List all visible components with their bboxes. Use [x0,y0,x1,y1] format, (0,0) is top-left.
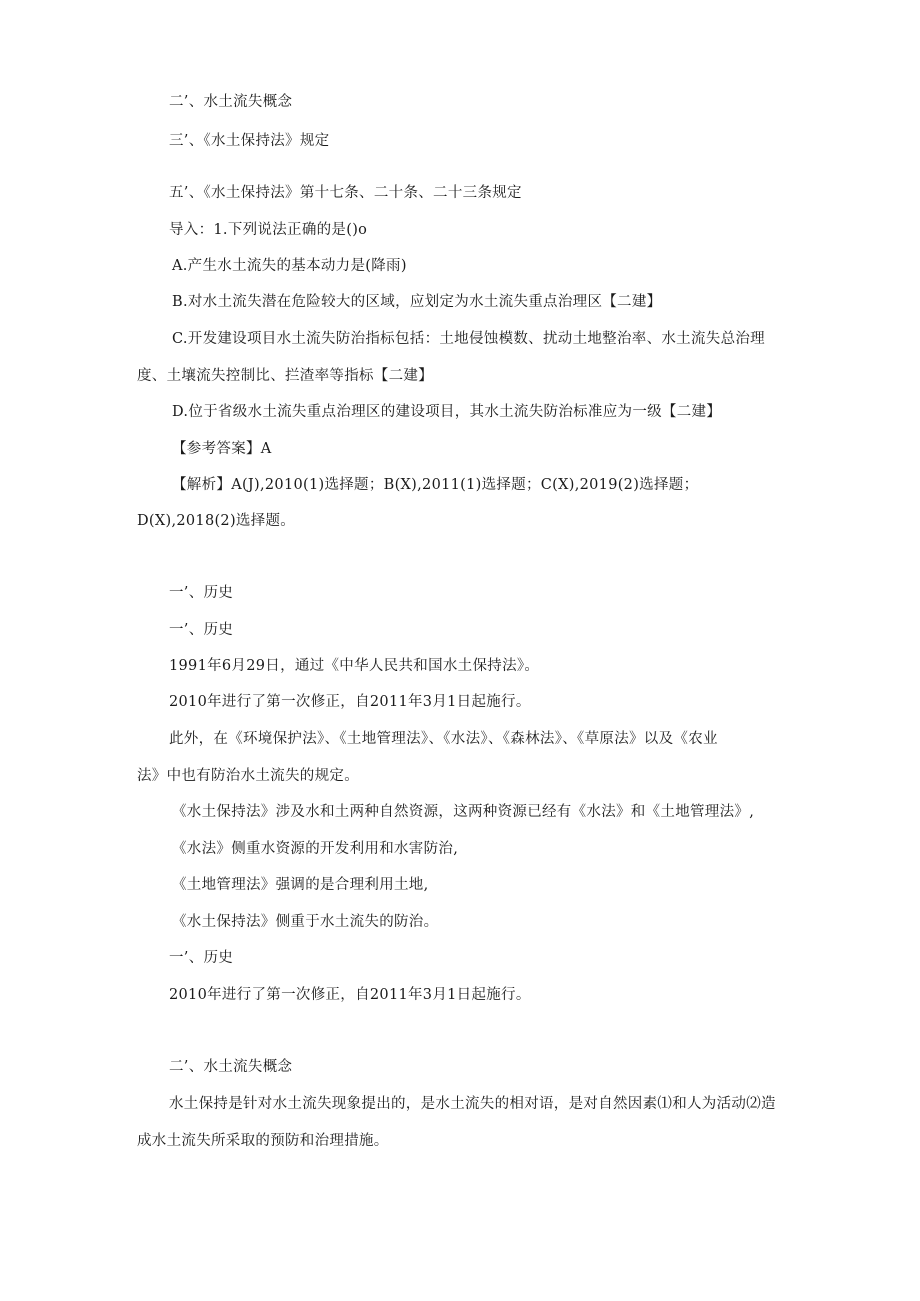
heading-history-3: 一’、历史 [169,950,234,966]
analysis-continued: D(X),2018(2)选择题。 [137,513,296,529]
concept-definition: 水土保持是针对水土流失现象提出的，是水土流失的相对语，是对自然因素⑴和人为活动⑵造 [169,1096,776,1112]
reference-answer: 【参考答案】A [172,441,272,457]
heading-law-articles: 五’、《水土保持法》第十七条、二十条、二十三条规定 [169,185,522,201]
heading-history-2: 一’、历史 [169,622,234,638]
option-c-continued: 度、土壤流失控制比、拦渣率等指标【二建】 [137,368,433,384]
other-laws: 此外，在《环境保护法》、《土地管理法》、《水法》、《森林法》、《草原法》以及《农业 [169,731,718,747]
heading-law-provisions: 三’、《水土保持法》规定 [169,133,330,149]
option-b: B.对水土流失潜在危险较大的区域，应划定为水土流失重点治理区【二建】 [172,294,662,310]
law-resources: 《水土保持法》涉及水和土两种自然资源，这两种资源已经有《水法》和《土地管理法》, [172,804,755,820]
history-1991: 1991年6月29日，通过《中华人民共和国水土保持法》。 [169,658,540,674]
question-intro: 导入：1.下列说法正确的是()o [169,222,368,238]
soil-law-focus: 《水土保持法》侧重于水土流失的防治。 [172,914,439,930]
heading-history: 一’、历史 [169,585,234,601]
other-laws-continued: 法》中也有防治水土流失的规定。 [137,768,359,784]
concept-definition-continued: 成水土流失所采取的预防和治理措施。 [137,1133,389,1149]
history-2010: 2010年进行了第一次修正，自2011年3月1日起施行。 [169,694,531,710]
option-c: C.开发建设项目水土流失防治指标包括：土地侵蚀模数、扰动土地整治率、水土流失总治理 [172,331,765,347]
analysis: 【解析】A(J),2010(1)选择题；B(X),2011(1)选择题；C(X),2019(2)选择题； [172,477,699,493]
option-d: D.位于省级水土流失重点治理区的建设项目，其水土流失防治标准应为一级【二建】 [172,404,722,420]
water-law-focus: 《水法》侧重水资源的开发利用和水害防治, [172,841,459,857]
heading-soil-erosion-concept: 二’、水土流失概念 [169,94,293,110]
land-law-focus: 《土地管理法》强调的是合理利用土地, [172,877,429,893]
option-a: A.产生水土流失的基本动力是(降雨) [172,258,407,274]
heading-soil-erosion-concept-2: 二’、水土流失概念 [169,1059,293,1075]
history-2010-repeat: 2010年进行了第一次修正，自2011年3月1日起施行。 [169,987,531,1003]
